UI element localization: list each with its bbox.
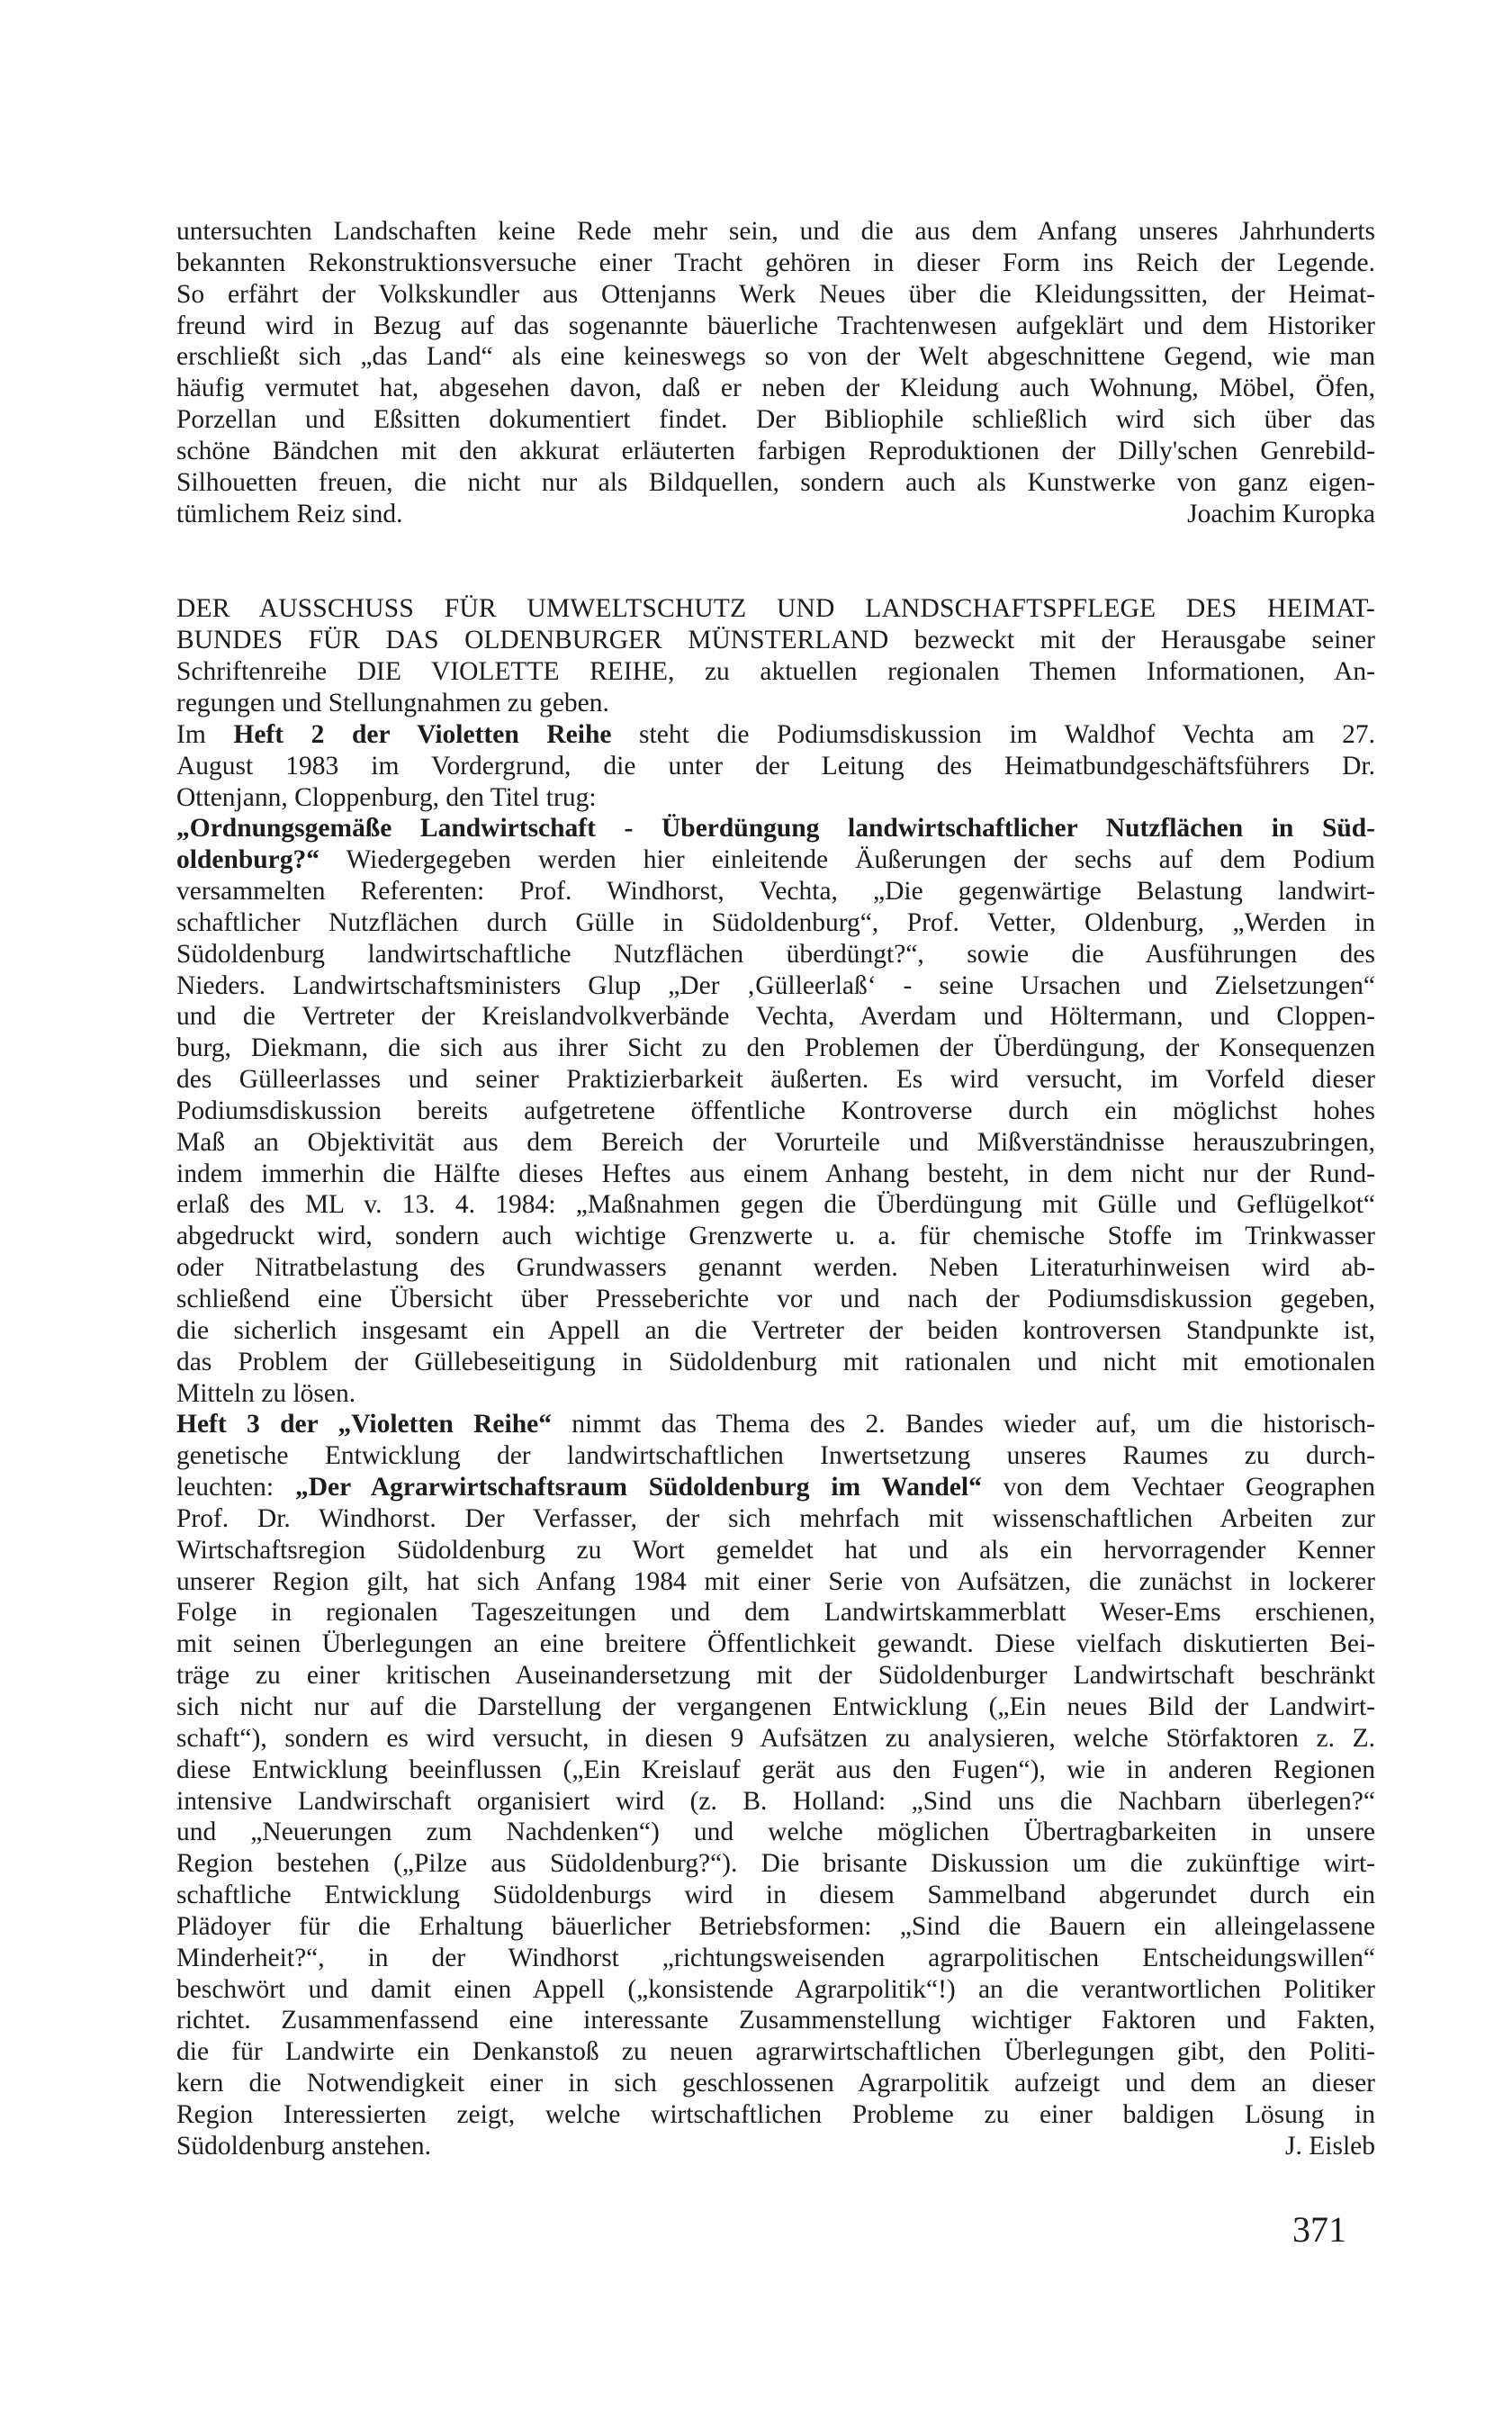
section-gap	[176, 529, 1375, 593]
text-line: Maß an Objektivität aus dem Bereich der Vorurteile und Mißverständnisse herauszubringen,	[176, 1127, 1375, 1157]
text-segment: steht die Podiumsdiskussion im Waldhof Vechta am 27.	[611, 719, 1375, 749]
text-line: So erfährt der Volkskundler aus Ottenjanns Werk Neues über die Kleidungssitten, der Heimat-	[176, 279, 1375, 309]
heft2-label: Heft 2 der Violetten Reihe	[233, 719, 612, 749]
text-line: erschließt sich „das Land“ als eine keineswegs so von der Welt abgeschnittene Gegend, wie man	[176, 342, 1375, 372]
text-line: intensive Landwirschaft organisiert wird (z. B. Holland: „Sind uns die Nachbarn überlegen?“	[176, 1786, 1375, 1816]
heft3-label: Heft 3 der „Violetten Reihe“	[176, 1410, 552, 1439]
heft2-heading-line	[176, 719, 1375, 751]
review-kuropka	[176, 216, 1375, 529]
text-line: Podiumsdiskussion bereits aufgetretene öffentliche Kontroverse durch ein möglichst hohes	[176, 1096, 1375, 1125]
page-number: 371	[1292, 2209, 1346, 2250]
author-signature: Joachim Kuropka	[1187, 499, 1375, 528]
text-line: freund wird in Bezug auf das sogenannte bäuerliche Trachtenwesen aufgeklärt und dem Historiker	[176, 311, 1375, 340]
text-line: Prof. Dr. Windhorst. Der Verfasser, der sich mehrfach mit wissenschaftlichen Arbeiten zur	[176, 1503, 1375, 1533]
text-line: bekannten Rekonstruktionsversuche einer Tracht gehören in dieser Form ins Reich der Legende.	[176, 248, 1375, 277]
text-line: schöne Bändchen mit den akkurat erläuterten farbigen Reproduktionen der Dilly'schen Genrebild-	[176, 436, 1375, 465]
text-line: Ottenjann, Cloppenburg, den Titel trug:	[176, 782, 597, 812]
text-line: richtet. Zusammenfassend eine interessante Zusammenstellung wichtiger Faktoren und Fakten,	[176, 2006, 1375, 2035]
closing-line	[176, 2131, 1375, 2162]
text-line: Folge in regionalen Tageszeitungen und dem Landwirtskammerblatt Weser-Ems erschienen,	[176, 1598, 1375, 1628]
text-line: Nieders. Landwirtschaftsministers Glup „Der ‚Gülleerlaß‘ - seine Ursachen und Zielsetzungen“	[176, 970, 1375, 1000]
text-line: genetische Entwicklung der landwirtschaftlichen Inwertsetzung unseres Raumes zu durch-	[176, 1441, 1375, 1471]
text-line: schaft“), sondern es wird versucht, in diesen 9 Aufsätzen zu analysieren, welche Störfaktoren z. Z.	[176, 1723, 1375, 1753]
text-line: und „Neuerungen zum Nachdenken“) und welche möglichen Übertragbarkeiten in unsere	[176, 1818, 1375, 1847]
text-line: schaftlicher Nutzflächen durch Gülle in Südoldenburg“, Prof. Vetter, Oldenburg, „Werden in	[176, 907, 1375, 937]
text-line: die für Landwirte ein Denkanstoß zu neuen agrarwirtschaftlichen Überlegungen gibt, den Politi-	[176, 2037, 1375, 2067]
text-line: beschwört und damit einen Appell („konsistende Agrarpolitik“!) an die verantwortlichen Politiker	[176, 1974, 1375, 2004]
text-line: Wirtschaftsregion Südoldenburg zu Wort gemeldet hat und als ein hervorragender Kenner	[176, 1535, 1375, 1565]
heft3-title: „Der Agrarwirtschaftsraum Südoldenburg im Wandel“	[294, 1473, 982, 1502]
text-line: unserer Region gilt, hat sich Anfang 1984 mit einer Serie von Aufsätzen, die zunächst in lockerer	[176, 1566, 1375, 1596]
closing-line	[176, 499, 1375, 530]
text-line: häufig vermutet hat, abgesehen davon, daß er neben der Kleidung auch Wohnung, Möbel, Öfen,	[176, 374, 1375, 403]
text-line: die sicherlich insgesamt ein Appell an die Vertreter der beiden kontroversen Standpunkte ist,	[176, 1315, 1375, 1345]
text-line: Minderheit?“, in der Windhorst „richtungsweisenden agrarpolitischen Entscheidungswillen“	[176, 1943, 1375, 1972]
text-line: Mitteln zu lösen.	[176, 1378, 356, 1408]
text-line: und die Vertreter der Kreislandvolkverbände Vechta, Averdam und Höltermann, und Cloppen-	[176, 1002, 1375, 1032]
heft3-heading-line	[176, 1409, 1375, 1440]
text-segment: nimmt das Thema des 2. Bandes wieder auf, um die historisch-	[551, 1410, 1375, 1439]
text-line: untersuchten Landschaften keine Rede mehr sein, und die aus dem Anfang unseres Jahrhunderts	[176, 217, 1375, 246]
text-segment: von dem Vechtaer Geographen	[981, 1473, 1375, 1502]
text-line: Silhouetten freuen, die nicht nur als Bildquellen, sondern auch als Kunstwerke von ganz eigen-	[176, 467, 1375, 497]
author-signature: J. Eisleb	[1285, 2131, 1375, 2161]
text-line: Südoldenburg anstehen.	[176, 2131, 431, 2161]
heft2-title: „Ordnungsgemäße Landwirtschaft - Überdüngung landwirtschaftlicher Nutzflächen in Süd-	[176, 814, 1375, 844]
text-line: mit seinen Überlegungen an eine breitere Öffentlichkeit gewandt. Diese vielfach diskutierten Bei-	[176, 1629, 1375, 1659]
text-line: Plädoyer für die Erhaltung bäuerlicher Betriebsformen: „Sind die Bauern ein alleingelassene	[176, 1911, 1375, 1941]
heft2-title-end: oldenburg?“	[176, 845, 320, 875]
heft2-title-cont-line	[176, 844, 1375, 876]
text-line: kern die Notwendigkeit einer in sich geschlossenen Agrarpolitik aufzeigt und dem an dieser	[176, 2069, 1375, 2098]
text-line: erlaß des ML v. 13. 4. 1984: „Maßnahmen gegen die Überdüngung mit Gülle und Geflügelkot“	[176, 1190, 1375, 1220]
review-eisleb	[176, 593, 1375, 2161]
text-line: versammelten Referenten: Prof. Windhorst, Vechta, „Die gegenwärtige Belastung landwirt-	[176, 877, 1375, 907]
text-line: Porzellan und Eßsitten dokumentiert findet. Der Bibliophile schließlich wird sich über das	[176, 405, 1375, 435]
heft3-title-line	[176, 1472, 1375, 1503]
text-line: DER AUSSCHUSS FÜR UMWELTSCHUTZ UND LANDSCHAFTSPFLEGE DES HEIMAT-	[176, 594, 1375, 624]
text-line: abgedruckt wird, sondern auch wichtige Grenzwerte u. a. für chemische Stoffe im Trinkwasser	[176, 1222, 1375, 1251]
text-line: das Problem der Güllebeseitigung in Südoldenburg mit rationalen und nicht mit emotionalen	[176, 1347, 1375, 1376]
text-line: regungen und Stellungnahmen zu geben.	[176, 688, 609, 717]
text-line: Schriftenreihe DIE VIOLETTE REIHE, zu aktuellen regionalen Themen Informationen, An-	[176, 657, 1375, 687]
text-line: Südoldenburg landwirtschaftliche Nutzflächen überdüngt?“, sowie die Ausführungen des	[176, 939, 1375, 969]
text-line: schaftliche Entwicklung Südoldenburgs wird in diesem Sammelband abgerundet durch ein	[176, 1881, 1375, 1910]
text-segment: Im	[176, 719, 234, 749]
text-line: des Gülleerlasses und seiner Praktizierbarkeit äußerten. Es wird versucht, im Vorfeld dieser	[176, 1065, 1375, 1095]
text-line: burg, Diekmann, die sich aus ihrer Sicht zu den Problemen der Überdüngung, der Konsequenzen	[176, 1033, 1375, 1063]
text-segment: Wiedergegeben werden hier einleitende Äußerungen der sechs auf dem Podium	[320, 845, 1375, 875]
text-line: sich nicht nur auf die Darstellung der vergangenen Entwicklung („Ein neues Bild der Landwirt-	[176, 1692, 1375, 1721]
text-line: Region bestehen („Pilze aus Südoldenburg?“). Die brisante Diskussion um die zukünftige wirt-	[176, 1849, 1375, 1879]
text-line: August 1983 im Vordergrund, die unter der Leitung des Heimatbundgeschäftsführers Dr.	[176, 751, 1375, 780]
text-line: indem immerhin die Hälfte dieses Heftes aus einem Anhang besteht, in dem nicht nur der Rund-	[176, 1159, 1375, 1188]
text-segment: leuchten:	[176, 1473, 295, 1502]
text-line: tümlichem Reiz sind.	[176, 499, 403, 528]
text-line: diese Entwicklung beeinflussen („Ein Kreislauf gerät aus den Fugen“), wie in anderen Regionen	[176, 1755, 1375, 1784]
text-line: BUNDES FÜR DAS OLDENBURGER MÜNSTERLAND bezweckt mit der Herausgabe seiner	[176, 626, 1375, 655]
text-line: Region Interessierten zeigt, welche wirtschaftlichen Probleme zu einer baldigen Lösung in	[176, 2099, 1375, 2129]
text-line: oder Nitratbelastung des Grundwassers genannt werden. Neben Literaturhinweisen wird ab-	[176, 1253, 1375, 1283]
text-line: träge zu einer kritischen Auseinandersetzung mit der Südoldenburger Landwirtschaft beschränkt	[176, 1661, 1375, 1691]
text-line: schließend eine Übersicht über Presseberichte vor und nach der Podiumsdiskussion gegeben,	[176, 1285, 1375, 1313]
page-body	[176, 216, 1375, 2162]
